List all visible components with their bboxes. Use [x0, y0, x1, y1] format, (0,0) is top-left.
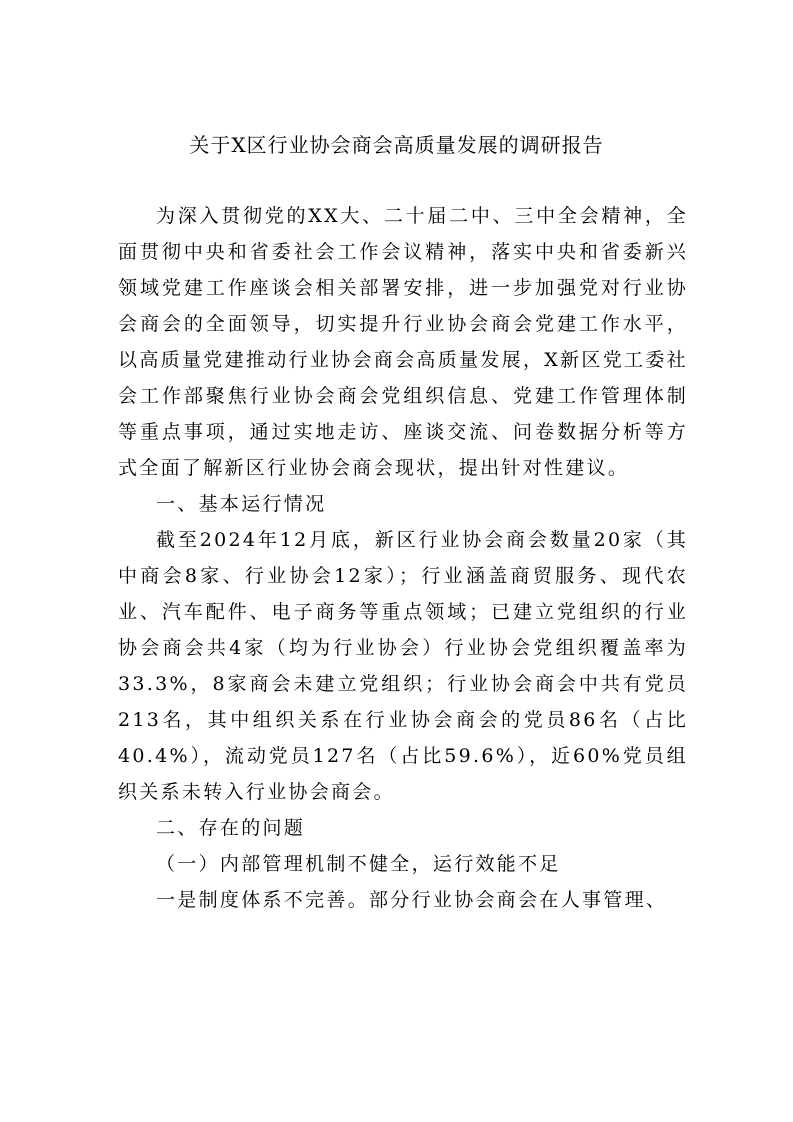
section-heading-problems: 二、存在的问题 — [156, 817, 306, 839]
section-heading-basic-operation: 一、基本运行情况 — [156, 493, 327, 515]
document-title: 关于X区行业协会商会高质量发展的调研报告 — [189, 133, 604, 157]
internal-management-paragraph: 一是制度体系不完善。部分行业协会商会在人事管理、 — [156, 889, 668, 911]
basic-operation-paragraph: 截至2024年12月底，新区行业协会商会数量20家（其中商会8家、行业协会12家）；行业涵盖商贸服务、现代农业、汽车配件、电子商务等重点领域；已建立党组织的行业协会商会共4家（均为行业协会）行业协会党组织覆盖率为33.3%，8家商会未建立党组织；行业协会商会中共有党员213名，其中组织关系在行业协会商会的党员86名（占比40.4%），流动党员127名（占比59.6%），近60%党员组织关系未转入行业协会商会。 — [118, 529, 688, 803]
document-body — [118, 198, 688, 918]
intro-paragraph: 为深入贯彻党的XX大、二十届二中、三中全会精神，全面贯彻中央和省委社会工作会议精神，落实中央和省委新兴领域党建工作座谈会相关部署安排，进一步加强党对行业协会商会的全面领导，切实提升行业协会商会党建工作水平，以高质量党建推动行业协会商会高质量发展，X新区党工委社会工作部聚焦行业协会商会党组织信息、党建工作管理体制等重点事项，通过实地走访、座谈交流、问卷数据分析等方式全面了解新区行业协会商会现状，提出针对性建议。 — [118, 205, 688, 479]
subsection-heading-internal-management: （一）内部管理机制不健全，运行效能不足 — [156, 853, 561, 875]
